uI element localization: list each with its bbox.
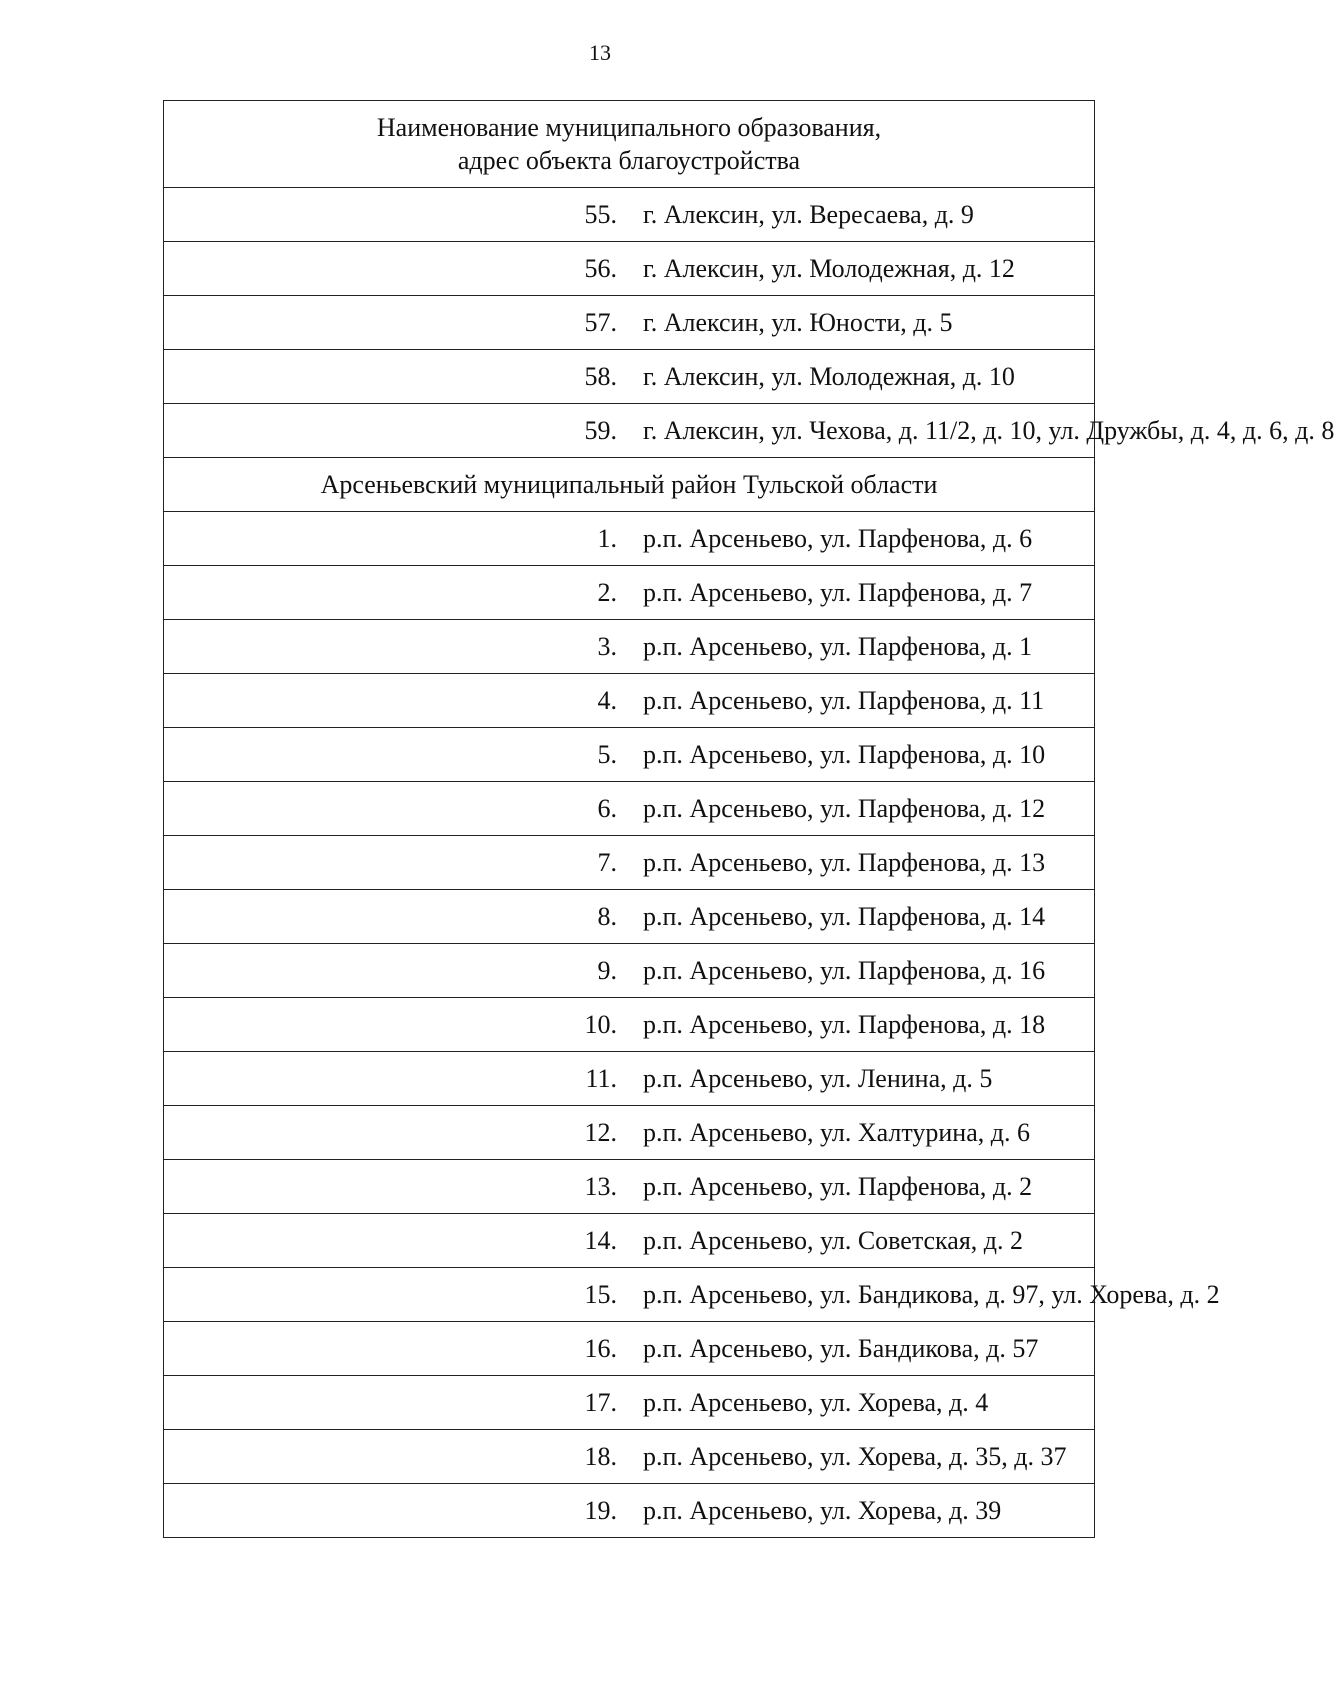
row-number: 12. xyxy=(164,1106,630,1160)
district-title: Арсеньевский муниципальный район Тульской области xyxy=(164,458,1095,512)
row-address: р.п. Арсеньево, ул. Парфенова, д. 7 xyxy=(629,566,1095,620)
table-row xyxy=(164,728,1095,782)
row-number: 56. xyxy=(164,242,630,296)
table-row xyxy=(164,1484,1095,1538)
table-row xyxy=(164,998,1095,1052)
table-row xyxy=(164,1430,1095,1484)
row-address: р.п. Арсеньево, ул. Парфенова, д. 1 xyxy=(629,620,1095,674)
row-number: 5. xyxy=(164,728,630,782)
table-row xyxy=(164,404,1095,458)
row-number: 9. xyxy=(164,944,630,998)
row-address: р.п. Арсеньево, ул. Ленина, д. 5 xyxy=(629,1052,1095,1106)
row-number: 16. xyxy=(164,1322,630,1376)
row-address: г. Алексин, ул. Юности, д. 5 xyxy=(629,296,1095,350)
row-address: г. Алексин, ул. Молодежная, д. 10 xyxy=(629,350,1095,404)
table-row xyxy=(164,674,1095,728)
row-address: р.п. Арсеньево, ул. Парфенова, д. 16 xyxy=(629,944,1095,998)
table-row xyxy=(164,1268,1095,1322)
group-header-row xyxy=(164,458,1095,512)
table-header-line1: Наименование муниципального образования, xyxy=(376,113,882,142)
row-number: 58. xyxy=(164,350,630,404)
row-address: г. Алексин, ул. Вересаева, д. 9 xyxy=(629,188,1095,242)
row-number: 10. xyxy=(164,998,630,1052)
row-number: 8. xyxy=(164,890,630,944)
table-row xyxy=(164,620,1095,674)
row-number: 1. xyxy=(164,512,630,566)
row-address: р.п. Арсеньево, ул. Парфенова, д. 18 xyxy=(629,998,1095,1052)
table-header-line2: адрес объекта благоустройства xyxy=(457,146,801,175)
table-row xyxy=(164,944,1095,998)
table-row xyxy=(164,1160,1095,1214)
row-address: р.п. Арсеньево, ул. Хорева, д. 39 xyxy=(629,1484,1095,1538)
row-address: р.п. Арсеньево, ул. Халтурина, д. 6 xyxy=(629,1106,1095,1160)
table-header xyxy=(164,101,1095,188)
page-number: 13 xyxy=(589,40,611,65)
row-address: р.п. Арсеньево, ул. Советская, д. 2 xyxy=(629,1214,1095,1268)
table-row xyxy=(164,1376,1095,1430)
row-number: 14. xyxy=(164,1214,630,1268)
table-row xyxy=(164,1106,1095,1160)
row-number: 17. xyxy=(164,1376,630,1430)
table-row xyxy=(164,296,1095,350)
row-address: р.п. Арсеньево, ул. Хорева, д. 35, д. 37 xyxy=(629,1430,1095,1484)
row-number: 57. xyxy=(164,296,630,350)
table-row xyxy=(164,890,1095,944)
table-row xyxy=(164,512,1095,566)
row-number: 6. xyxy=(164,782,630,836)
row-address: р.п. Арсеньево, ул. Парфенова, д. 13 xyxy=(629,836,1095,890)
row-number: 4. xyxy=(164,674,630,728)
row-address: р.п. Арсеньево, ул. Парфенова, д. 2 xyxy=(629,1160,1095,1214)
row-address: р.п. Арсеньево, ул. Бандикова, д. 57 xyxy=(629,1322,1095,1376)
row-number: 7. xyxy=(164,836,630,890)
row-number: 11. xyxy=(164,1052,630,1106)
table-row xyxy=(164,566,1095,620)
row-address: р.п. Арсеньево, ул. Парфенова, д. 6 xyxy=(629,512,1095,566)
row-address: р.п. Арсеньево, ул. Парфенова, д. 12 xyxy=(629,782,1095,836)
row-number: 59. xyxy=(164,404,630,458)
row-number: 13. xyxy=(164,1160,630,1214)
row-number: 18. xyxy=(164,1430,630,1484)
table-row xyxy=(164,1214,1095,1268)
row-address: р.п. Арсеньево, ул. Парфенова, д. 10 xyxy=(629,728,1095,782)
row-number: 2. xyxy=(164,566,630,620)
table-row xyxy=(164,836,1095,890)
row-address: р.п. Арсеньево, ул. Бандикова, д. 97, ул. Хорева, д. 2 xyxy=(629,1268,1095,1322)
table-row xyxy=(164,782,1095,836)
row-number: 19. xyxy=(164,1484,630,1538)
row-number: 15. xyxy=(164,1268,630,1322)
improvement-objects-table xyxy=(163,100,1334,1538)
row-address: р.п. Арсеньево, ул. Парфенова, д. 11 xyxy=(629,674,1095,728)
row-address: р.п. Арсеньево, ул. Хорева, д. 4 xyxy=(629,1376,1095,1430)
table-row xyxy=(164,1052,1095,1106)
row-number: 3. xyxy=(164,620,630,674)
table-row xyxy=(164,188,1095,242)
row-address: р.п. Арсеньево, ул. Парфенова, д. 14 xyxy=(629,890,1095,944)
table-row xyxy=(164,1322,1095,1376)
table-header-row xyxy=(164,101,1095,188)
row-address: г. Алексин, ул. Чехова, д. 11/2, д. 10, ул. Дружбы, д. 4, д. 6, д. 8 xyxy=(629,404,1095,458)
table-row xyxy=(164,350,1095,404)
row-number: 55. xyxy=(164,188,630,242)
table-row xyxy=(164,242,1095,296)
row-address: г. Алексин, ул. Молодежная, д. 12 xyxy=(629,242,1095,296)
